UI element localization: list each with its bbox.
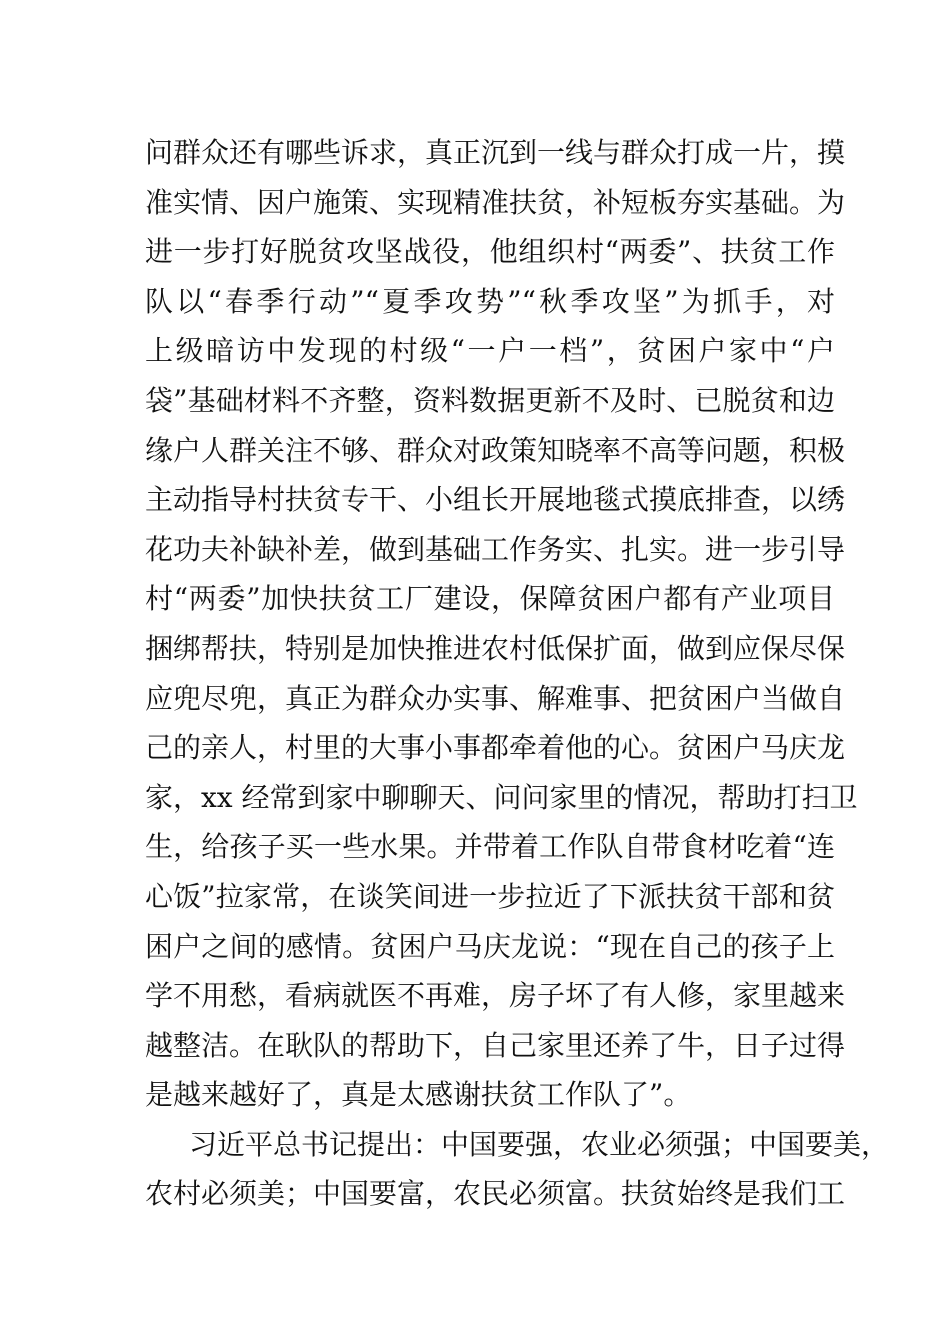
text-line: 家，xx 经常到家中聊聊天、问问家里的情况，帮助打扫卫 [145,780,858,814]
text-line: 主动指导村扶贫专干、小组长开展地毯式摸底排查，以绣 [145,483,846,517]
text-line: 习近平总书记提出：中国要强，农业必须强；中国要美， [189,1127,890,1161]
text-line: 困户之间的感情。贫困户马庆龙说：“现在自己的孩子上 [145,929,835,963]
text-line: 问群众还有哪些诉求，真正沉到一线与群众打成一片，摸 [145,136,846,169]
text-line: 心饭”拉家常，在谈笑间进一步拉近了下派扶贫干部和贫 [145,879,835,913]
text-line: 花功夫补缺补差，做到基础工作务实、扎实。进一步引导 [145,532,846,566]
text-line: 生，给孩子买一些水果。并带着工作队自带食材吃着“连 [145,830,835,864]
paragraph-2 [145,1120,890,1219]
text-line: 应兜尽兜，真正为群众办实事、解难事、把贫困户当做自 [145,681,846,715]
text-line: 袋”基础材料不齐整，资料数据更新不及时、已脱贫和边 [145,383,835,417]
document-body [145,128,890,1219]
text-line: 队以“春季行动”“夏季攻势”“秋季攻坚”为抓手，对 [145,284,835,318]
text-line: 上级暗访中发现的村级“一户一档”，贫困户家中“户 [145,334,835,368]
paragraph-1 [145,128,858,1120]
text-line: 捆绑帮扶，特别是加快推进农村低保扩面，做到应保尽保 [145,631,846,665]
text-line: 准实情、因户施策、实现精准扶贫，补短板夯实基础。为 [145,185,846,219]
text-line: 进一步打好脱贫攻坚战役，他组织村“两委”、扶贫工作 [145,235,835,269]
text-line: 己的亲人，村里的大事小事都牵着他的心。贫困户马庆龙 [145,731,846,765]
text-line: 学不用愁，看病就医不再难，房子坏了有人修，家里越来 [145,979,846,1013]
text-line: 是越来越好了，真是太感谢扶贫工作队了”。 [145,1078,692,1112]
text-line: 农村必须美；中国要富，农民必须富。扶贫始终是我们工 [145,1177,846,1211]
text-line: 越整洁。在耿队的帮助下，自己家里还养了牛，日子过得 [145,1028,846,1062]
text-line: 缘户人群关注不够、群众对政策知晓率不高等问题，积极 [145,433,846,467]
text-line: 村“两委”加快扶贫工厂建设，保障贫困户都有产业项目 [145,582,835,616]
